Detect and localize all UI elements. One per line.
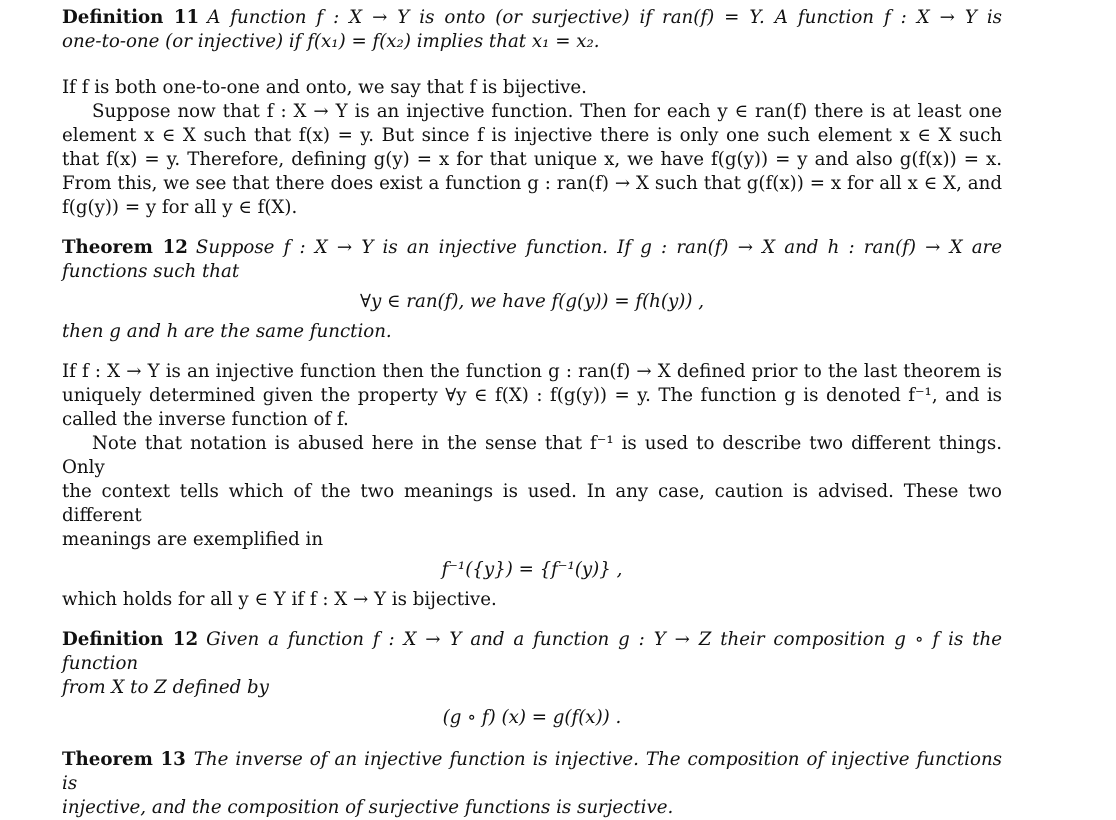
definition-12-line-1: Given a function f : X → Y and a function g : Y → Z their composition g ∘ f is the function — [62, 629, 1002, 674]
inverse-line-5: the context tells which of the two meanings is used. In any case, caution is advised. These two different — [62, 481, 1002, 526]
bijective-line-6: f(g(y)) = y for all y ∈ f(X). — [62, 197, 298, 218]
definition-12-display-equation: (g ∘ f) (x) = g(f(x)) . — [442, 707, 622, 728]
inverse-paragraph — [62, 360, 1002, 612]
inverse-line-4: Note that notation is abused here in the sense that f⁻¹ is used to describe two different things. Only — [62, 433, 1002, 478]
definition-12-label: Definition 12 — [62, 629, 199, 650]
definition-11-line-1: A function f : X → Y is onto (or surjective) if ran(f) = Y. A function f : X → Y is — [207, 7, 1002, 28]
theorem-13-line-2: injective, and the composition of surjective functions is surjective. — [62, 797, 674, 818]
bijective-line-5: From this, we see that there does exist a function g : ran(f) → X such that g(f(x)) = x for all x ∈ X, and — [62, 173, 1002, 194]
theorem-12-display-equation: ∀y ∈ ran(f), we have f(g(y)) = f(h(y)) , — [360, 291, 704, 312]
bijective-line-3: element x ∈ X such that f(x) = y. But since f is injective there is only one such element x ∈ X such — [62, 125, 1002, 146]
definition-12-line-2: from X to Z defined by — [62, 677, 269, 698]
theorem-12-line-2: functions such that — [62, 261, 240, 282]
bijective-line-4: that f(x) = y. Therefore, defining g(y) = x for that unique x, we have f(g(y)) = y and also g(f(x)) = x. — [62, 149, 1002, 170]
inverse-display-equation: f⁻¹({y}) = {f⁻¹(y)} , — [441, 559, 623, 580]
definition-11-label: Definition 11 — [62, 7, 200, 28]
definition-11-line-2: one-to-one (or injective) if f(x₁) = f(x₂) implies that x₁ = x₂. — [62, 31, 600, 52]
theorem-13 — [62, 748, 1002, 820]
theorem-13-label: Theorem 13 — [62, 749, 186, 770]
bijective-line-2: Suppose now that f : X → Y is an injective function. Then for each y ∈ ran(f) there is at least one — [92, 101, 1002, 122]
definition-12 — [62, 628, 1002, 732]
theorem-12-label: Theorem 12 — [62, 237, 188, 258]
inverse-line-6: meanings are exemplified in — [62, 529, 324, 550]
inverse-line-2: uniquely determined given the property ∀y ∈ f(X) : f(g(y)) = y. The function g is denoted f⁻¹, and is — [62, 385, 1002, 406]
theorem-12-line-3: then g and h are the same function. — [62, 321, 392, 342]
inverse-line-3: called the inverse function of f. — [62, 409, 349, 430]
inverse-line-7: which holds for all y ∈ Y if f : X → Y is bijective. — [62, 589, 497, 610]
theorem-12-line-1: Suppose f : X → Y is an injective function. If g : ran(f) → X and h : ran(f) → X are — [195, 237, 1003, 258]
bijective-paragraph — [62, 76, 1002, 220]
inverse-line-1: If f : X → Y is an injective function then the function g : ran(f) → X defined prior to the last theorem is — [62, 361, 1002, 382]
theorem-13-line-1: The inverse of an injective function is injective. The composition of injective functions is — [62, 749, 1003, 794]
document-page — [62, 6, 1002, 820]
bijective-line-1: If f is both one-to-one and onto, we say that f is bijective. — [62, 77, 587, 98]
theorem-12 — [62, 236, 1002, 344]
definition-11 — [62, 6, 1002, 54]
